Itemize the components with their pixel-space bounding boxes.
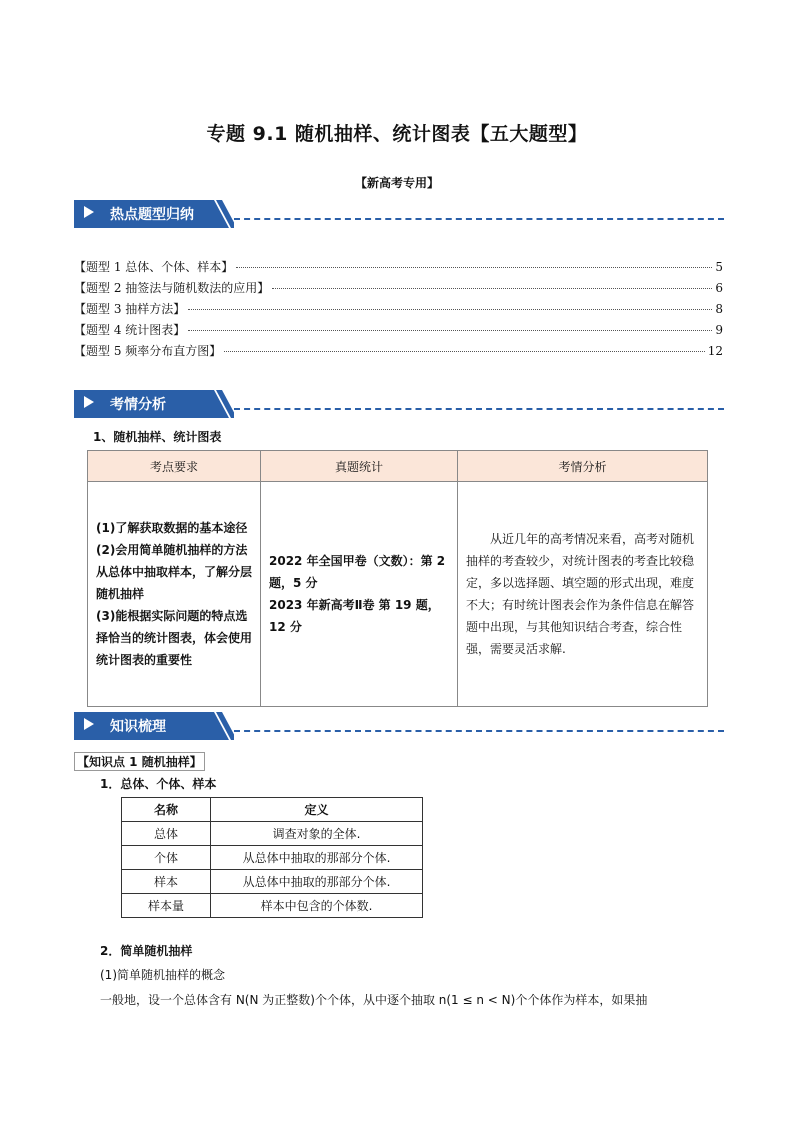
page-title: 专题 9.1 随机抽样、统计图表【五大题型】: [206, 123, 588, 145]
table-row: [122, 846, 423, 870]
exam-stat-item: 2023 年新高考Ⅱ卷 第 19 题，12 分: [269, 598, 440, 634]
subsection-heading: 2．简单随机抽样: [100, 944, 193, 958]
exam-stats-cell: [261, 482, 458, 707]
dashed-divider: [234, 408, 724, 410]
term-cell: 样本: [122, 870, 211, 894]
banner-label: 知识梳理: [110, 719, 166, 735]
play-icon: [84, 396, 94, 408]
definition-cell: 调查对象的全体.: [211, 822, 423, 846]
table-row: [122, 870, 423, 894]
column-header: 真题统计: [261, 451, 458, 482]
column-header: 考情分析: [458, 451, 708, 482]
column-header: 考点要求: [88, 451, 261, 482]
definition-cell: 从总体中抽取的那部分个体.: [211, 870, 423, 894]
exam-stat-item: 2022 年全国甲卷（文数）：第 2 题，5 分: [269, 554, 446, 590]
paragraph-heading: (1)简单随机抽样的概念: [100, 968, 225, 982]
toc-leader: [188, 330, 712, 331]
column-header: 定义: [211, 798, 423, 822]
toc-label: 【题型 2 抽签法与随机数法的应用】: [74, 281, 270, 295]
page-subtitle: 【新高考专用】: [354, 176, 439, 190]
requirement-item: (2)会用简单随机抽样的方法从总体中抽取样本，了解分层随机抽样: [96, 543, 253, 601]
toc-item-1[interactable]: [74, 258, 723, 276]
section-heading: 1、随机抽样、统计图表: [93, 430, 222, 444]
toc-item-4[interactable]: [74, 321, 723, 339]
definitions-table: [121, 797, 423, 918]
toc-label: 【题型 5 频率分布直方图】: [74, 344, 222, 358]
toc-page: 6: [715, 281, 723, 295]
requirements-cell: [88, 482, 261, 707]
toc-item-2[interactable]: [74, 279, 723, 297]
dashed-divider: [234, 730, 724, 732]
dashed-divider: [234, 218, 724, 220]
knowledge-point-label: 【知识点 1 随机抽样】: [74, 752, 205, 771]
analysis-table: [87, 450, 708, 707]
toc-label: 【题型 3 抽样方法】: [74, 302, 186, 316]
requirement-item: (3)能根据实际问题的特点选择恰当的统计图表，体会使用统计图表的重要性: [96, 609, 253, 667]
toc-page: 8: [715, 302, 723, 316]
banner-knowledge: [74, 712, 724, 742]
toc-label: 【题型 1 总体、个体、样本】: [74, 260, 234, 274]
toc-leader: [224, 351, 704, 352]
banner-label: 考情分析: [110, 397, 166, 413]
banner-hot-topics: [74, 200, 724, 230]
toc-leader: [188, 309, 712, 310]
toc-page: 9: [715, 323, 723, 337]
toc-page: 5: [715, 260, 723, 274]
toc-leader: [272, 288, 712, 289]
term-cell: 个体: [122, 846, 211, 870]
definition-cell: 从总体中抽取的那部分个体.: [211, 846, 423, 870]
toc-item-5[interactable]: [74, 342, 723, 360]
term-cell: 样本量: [122, 894, 211, 918]
toc-leader: [236, 267, 712, 268]
banner-analysis: [74, 390, 724, 420]
play-icon: [84, 206, 94, 218]
body-text: 一般地，设一个总体含有 N(N 为正整数)个个体，从中逐个抽取 n(1 ≤ n < N)个个体作为样本，如果抽: [100, 993, 648, 1007]
table-row: [122, 822, 423, 846]
analysis-text-cell: 从近几年的高考情况来看，高考对随机抽样的考查较少，对统计图表的考查比较稳定，多以选择题、填空题的形式出现，难度不大；有时统计图表会作为条件信息在解答题中出现，与其他知识结合考查，综合性强，需要灵活求解.: [458, 482, 708, 707]
toc-page: 12: [707, 344, 723, 358]
toc-label: 【题型 4 统计图表】: [74, 323, 186, 337]
requirement-item: (1)了解获取数据的基本途径: [96, 521, 248, 535]
toc-item-3[interactable]: [74, 300, 723, 318]
banner-label: 热点题型归纳: [110, 207, 194, 223]
column-header: 名称: [122, 798, 211, 822]
definition-cell: 样本中包含的个体数.: [211, 894, 423, 918]
term-cell: 总体: [122, 822, 211, 846]
table-row: [122, 894, 423, 918]
play-icon: [84, 718, 94, 730]
subsection-heading: 1．总体、个体、样本: [100, 777, 217, 791]
